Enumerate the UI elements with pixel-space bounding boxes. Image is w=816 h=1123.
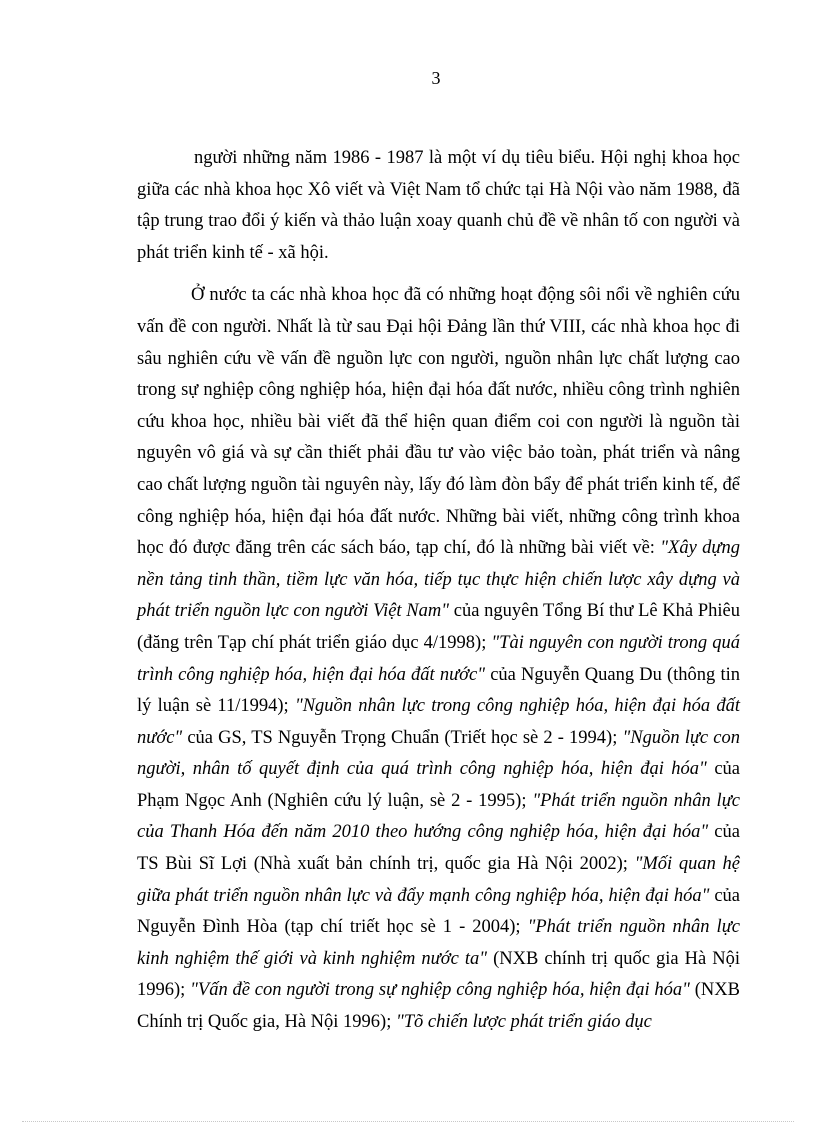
paragraph-2-run-11: của TS Bùi Sĩ Lợi (Nhà xuất bản chính trị, quốc gia Hà Nội 2002); xyxy=(137,822,740,875)
cited-title-2: "Tài nguyên con người trong quá trình công nghiệp hóa, hiện đại hóa đất nước" xyxy=(137,632,740,685)
paragraph-2-run-1: Ở nước ta các nhà khoa học đã có những hoạt động sôi nổi về nghiên cứu vấn đề con người. Nhất là từ sau Đại hội Đảng lần thứ VIII, các nhà khoa học đi sâu nghiên cứu về vấn đề nguồn lực con người, nguồn nhân lực chất lượng cao trong sự nghiệp công nghiệp hóa, hiện đại hóa đất nước, nhiều công trình nghiên cứu khoa học, nhiều bài viết đã thể hiện quan điểm coi con người là nguồn tài nguyên vô giá và sự cần thiết phải đầu tư vào việc bảo toàn, phát triển và nâng cao chất lượng nguồn tài nguyên này, lấy đó làm đòn bẩy để phát triển kinh tế, để công nghiệp hóa, hiện đại hóa đất nước. Những bài viết, những công trình khoa học đó được đăng trên các sách báo, tạp chí, đó là những bài viết về: xyxy=(137,285,740,559)
cited-title-7: "Phát triển nguồn nhân lực kinh nghiệm thế giới và kinh nghiệm nước ta" xyxy=(137,917,740,969)
paragraph-2-run-9: của Phạm Ngọc Anh (Nghiên cứu lý luận, sè 2 - 1995); xyxy=(137,759,740,811)
cited-title-6: "Mối quan hệ giữa phát triển nguồn nhân lực và đẩy mạnh công nghiệp hóa, hiện đại hóa" xyxy=(137,854,740,906)
paragraph-2-run-5: của Nguyễn Quang Du (thông tin lý luận sè 11/1994); xyxy=(137,664,740,717)
page-bottom-rule xyxy=(22,1121,794,1122)
paragraph-2 xyxy=(137,280,740,1038)
paragraph-2-run-7: của GS, TS Nguyễn Trọng Chuẩn (Triết học sè 2 - 1994); xyxy=(182,727,623,748)
paragraph-2-run-17: (NXB Chính trị Quốc gia, Hà Nội 1996); xyxy=(137,980,740,1033)
cited-title-4: "Nguồn lực con người, nhân tố quyết định của quá trình công nghiệp hóa, hiện đại hóa" xyxy=(137,727,740,780)
cited-title-9: "Tõ chiến lược phát triển giáo dục xyxy=(395,1012,652,1033)
paragraph-2-run-3: của nguyên Tổng Bí thư Lê Khả Phiêu (đăng trên Tạp chí phát triển giáo dục 4/1998); xyxy=(137,601,740,653)
paragraph-1-run-1: người những năm 1986 - 1987 là một ví dụ tiêu biểu. Hội nghị khoa học giữa các nhà khoa học Xô viết và Việt Nam tổ chức tại Hà Nội vào năm 1988, đã tập trung trao đổi ý kiến và thảo luận xoay quanh chủ đề về nhân tố con người và phát triển kinh tế - xã hội. xyxy=(137,148,740,263)
document-body xyxy=(137,143,740,1039)
cited-title-5: "Phát triển nguồn nhân lực của Thanh Hóa đến năm 2010 theo hướng công nghiệp hóa, hiện đại hóa" xyxy=(137,790,741,843)
paragraph-2-run-15: (NXB chính trị quốc gia Hà Nội 1996); xyxy=(137,948,740,1001)
cited-title-3: "Nguồn nhân lực trong công nghiệp hóa, hiện đại hóa đất nước" xyxy=(137,696,741,748)
cited-title-8: "Vấn đề con người trong sự nghiệp công nghiệp hóa, hiện đại hóa" xyxy=(190,980,690,1001)
cited-title-1: "Xây dựng nền tảng tinh thần, tiềm lực văn hóa, tiếp tục thực hiện chiến lược xây dựng và phát triển nguồn lực con người Việt Nam" xyxy=(137,538,740,622)
paragraph-1 xyxy=(137,143,740,269)
page-number: 3 xyxy=(431,68,441,88)
paragraph-2-run-13: của Nguyễn Đình Hòa (tạp chí triết học sè 1 - 2004); xyxy=(137,885,740,938)
